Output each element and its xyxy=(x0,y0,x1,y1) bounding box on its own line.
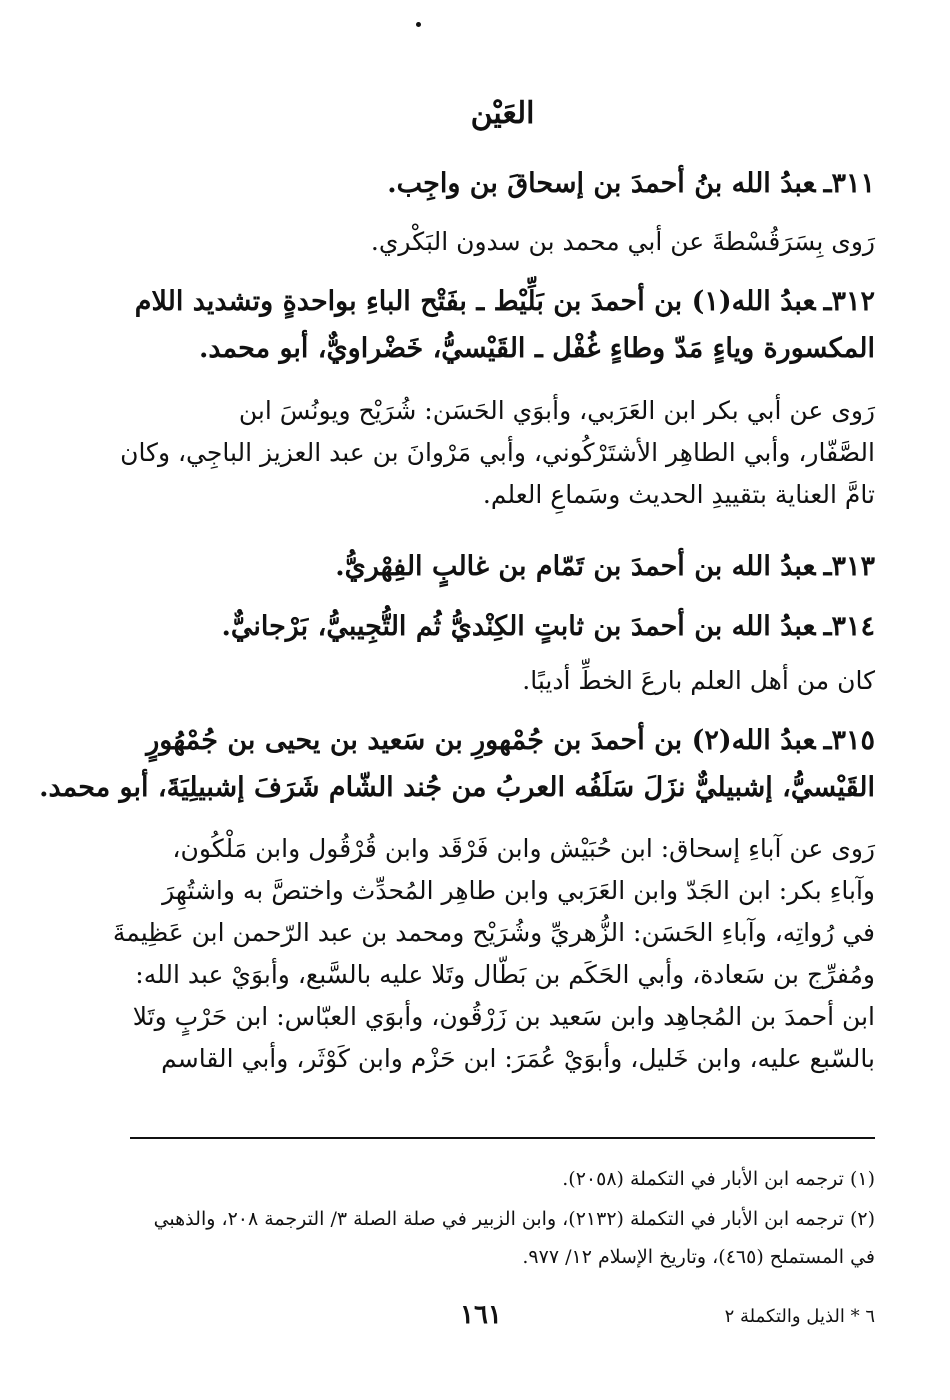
footnote-1: (١) ترجمه ابن الأبار في التكملة (٢٠٥٨). xyxy=(562,1168,875,1190)
footnote-divider xyxy=(130,1137,875,1139)
entry-number: ٣١٣ـ xyxy=(823,551,875,582)
entry-314-body xyxy=(130,660,875,702)
body-line: كان من أهل العلم بارعَ الخطِّ أديبًا. xyxy=(522,666,875,695)
entry-311-heading xyxy=(130,160,875,207)
body-line: بالسّبع عليه، وابن خَليل، وأبوَيْ عُمَرَ: ابن حَزْم وابن كَوْثَر، وأبي القاسم xyxy=(161,1044,875,1073)
entry-heading-text: عبدُ الله بنُ أحمدَ بن إسحاقَ بن واجِب. xyxy=(387,168,816,199)
section-title: العَيْن xyxy=(470,96,535,131)
body-line: وآباءِ بكر: ابن الجَدّ وابن العَرَبي وابن طاهِر المُحدِّث واختصَّ به واشتُهِرَ xyxy=(162,876,875,905)
body-line: تامَّ العناية بتقييدِ الحديث وسَماعِ العلم. xyxy=(482,480,875,509)
entry-heading-text: عبدُ الله(١) بن أحمدَ بن بَلِّيْط ـ بفَتْح الباءِ بواحدةٍ وتشديد اللام xyxy=(134,286,816,317)
body-line: رَوى عن آباءِ إسحاق: ابن حُبَيْش وابن فَرْقَد وابن قُرْقُول وابن مَلْكُون، xyxy=(172,834,875,863)
entry-number: ٣١٢ـ xyxy=(823,286,875,317)
entry-number: ٣١١ـ xyxy=(823,168,875,199)
entry-311-body xyxy=(130,221,875,263)
footnote-2 xyxy=(130,1200,875,1276)
entry-312-body xyxy=(120,390,875,516)
body-line: في رُواتِه، وآباءِ الحَسَن: الزُّهريِّ وشُرَيْح ومحمد بن عبد الرّحمن ابن عَظِيمةَ xyxy=(112,918,875,947)
entry-heading-text: عبدُ الله بن أحمدَ بن ثابتٍ الكِنْديُّ ثُم التُّجِيبيُّ، بَرْجانيٌّ. xyxy=(221,611,816,642)
entry-heading-text: عبدُ الله(٢) بن أحمدَ بن جُمْهورِ بن سَعيد بن يحيى بن جُمْهُورٍ xyxy=(146,725,816,756)
entry-315-body xyxy=(112,828,875,1080)
entry-number: ٣١٥ـ xyxy=(823,725,875,756)
body-line: ابن أحمدَ بن المُجاهِد وابن سَعيد بن زَرْقُون، وأبوَي العبّاس: ابن حَرْبٍ وتَلا xyxy=(132,1002,875,1031)
footnote-line: (٢) ترجمه ابن الأبار في التكملة (٢١٣٢)، وابن الزبير في صلة الصلة ٣/ الترجمة ٢٠٨، والذهبي xyxy=(153,1208,875,1230)
body-line: رَوى بِسَرَقُسْطةَ عن أبي محمد بن سدون البَكْري. xyxy=(370,227,875,256)
page-number: ١٦١ xyxy=(460,1300,502,1330)
book-page xyxy=(39,0,875,1400)
footnote-line: في المستملح (٤٦٥)، وتاريخ الإسلام ١٢/ ٩٧٧. xyxy=(522,1246,875,1268)
entry-heading-text: المكسورة وياءٍ مَدّ وطاءٍ غُفْل ـ القَيْسيُّ، خَضْراويٌّ، أبو محمد. xyxy=(198,333,875,364)
entry-heading-text: القَيْسيُّ، إشبيليٌّ نزَلَ سَلَفُه العربُ من جُند الشّام شَرَفَ إشبيلِيَةَ، أبو محمد. xyxy=(39,772,875,803)
running-head: ٦ * الذيل والتكملة ٢ xyxy=(724,1306,875,1327)
entry-313-heading xyxy=(130,543,875,590)
print-mark xyxy=(416,22,421,27)
body-line: الصَّفّار، وأبي الطاهِر الأشتَرْكُوني، وأبي مَرْوانَ بن عبد العزيز الباجِي، وكان xyxy=(120,438,875,467)
body-line: ومُفرِّج بن سَعادة، وأبي الحَكَم بن بَطّال وتَلا عليه بالسَّبع، وأبوَيْ عبد الله: xyxy=(135,960,875,989)
body-line: رَوى عن أبي بكر ابن العَرَبي، وأبوَي الحَسَن: شُرَيْح ويونُسَ ابن xyxy=(238,396,875,425)
entry-314-heading xyxy=(130,603,875,650)
entry-number: ٣١٤ـ xyxy=(823,611,875,642)
page-footer xyxy=(130,1300,875,1340)
entry-heading-text: عبدُ الله بن أحمدَ بن تَمّام بن غالبٍ الفِهْريُّ. xyxy=(335,551,816,582)
entry-312-heading xyxy=(130,278,875,372)
entry-315-heading xyxy=(39,717,875,811)
